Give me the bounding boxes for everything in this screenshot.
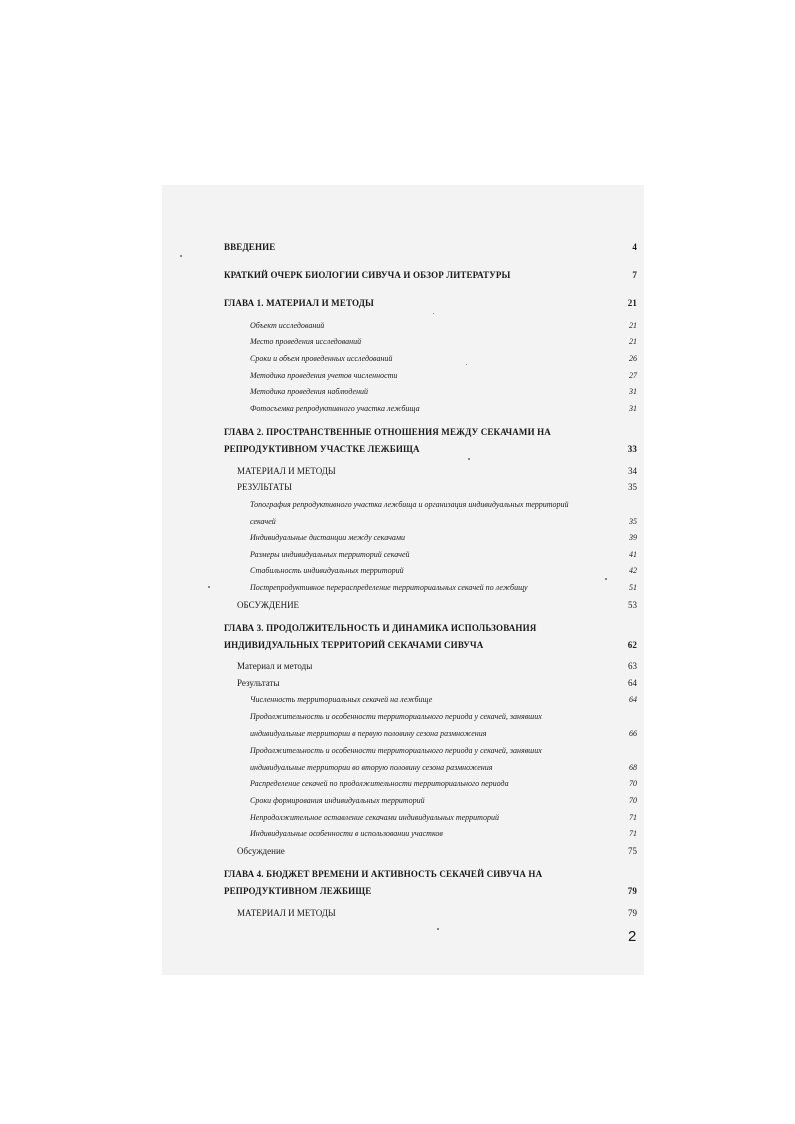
- toc-entry-page: 21: [629, 337, 637, 346]
- toc-entry: [0, 334, 795, 350]
- toc-entry: [0, 637, 795, 653]
- toc-entry: [0, 479, 795, 495]
- toc-entry: [0, 318, 795, 334]
- toc-entry-title: МАТЕРИАЛ И МЕТОДЫ: [237, 908, 336, 918]
- toc-entry-title: ОБСУЖДЕНИЕ: [237, 600, 300, 610]
- toc-entry: [0, 368, 795, 384]
- toc-entry-page: 62: [627, 640, 637, 650]
- toc-entry-title: Место проведения исследований: [250, 337, 362, 346]
- toc-entry-title: Результаты: [237, 678, 280, 688]
- toc-entry-page: 35: [629, 517, 637, 526]
- toc-entry-page: 51: [629, 583, 637, 592]
- toc-entry: [0, 530, 795, 546]
- toc-entry-title: РЕЗУЛЬТАТЫ: [237, 482, 292, 492]
- toc-entry-page: 39: [629, 533, 637, 542]
- toc-entry: [0, 692, 795, 708]
- toc-entry-title: КРАТКИЙ ОЧЕРК БИОЛОГИИ СИВУЧА И ОБЗОР ЛИТЕРАТУРЫ: [224, 270, 511, 280]
- toc-entry: [0, 620, 795, 636]
- toc-entry-title: Продолжительность и особенности территориального периода у секачей, занявших: [250, 712, 542, 721]
- toc-entry: [0, 793, 795, 809]
- toc-entry-page: 42: [629, 566, 637, 575]
- toc-entry-page: 71: [629, 813, 637, 822]
- toc-entry-page: 21: [627, 298, 637, 308]
- toc-entry-page: 79: [628, 908, 637, 918]
- toc-entry-title: ГЛАВА 1. МАТЕРИАЛ И МЕТОДЫ: [224, 298, 375, 308]
- toc-entry-page: 68: [629, 763, 637, 772]
- scan-speck: [208, 586, 210, 588]
- toc-entry: [0, 547, 795, 563]
- toc-entry-title: Методика проведения наблюдений: [250, 387, 369, 396]
- toc-entry-page: 70: [629, 796, 637, 805]
- toc-entry-page: 33: [627, 444, 637, 454]
- toc-entry: [0, 463, 795, 479]
- toc-entry-title: МАТЕРИАЛ И МЕТОДЫ: [237, 466, 336, 476]
- toc-entry-page: 27: [629, 371, 637, 380]
- toc-entry-page: 66: [629, 729, 637, 738]
- toc-entry-title: Распределение секачей по продолжительности территориального периода: [250, 779, 509, 788]
- toc-entry-title: РЕПРОДУКТИВНОМ ЛЕЖБИЩЕ: [224, 886, 372, 896]
- scan-speck: [468, 458, 470, 460]
- toc-entry: [0, 658, 795, 674]
- toc-entry-title: ГЛАВА 4. БЮДЖЕТ ВРЕМЕНИ И АКТИВНОСТЬ СЕКАЧЕЙ СИВУЧА НА: [224, 869, 543, 879]
- toc-entry-title: Индивидуальные дистанции между секачами: [250, 533, 406, 542]
- toc-entry-page: 64: [628, 678, 637, 688]
- scan-speck: [437, 928, 439, 930]
- toc-entry: [0, 743, 795, 759]
- toc-entry-title: Обсуждение: [237, 846, 285, 856]
- toc-entry-page: 4: [632, 242, 637, 252]
- toc-entry: [0, 675, 795, 691]
- toc-entry: [0, 826, 795, 842]
- toc-entry: [0, 726, 795, 742]
- toc-entry-page: 41: [629, 550, 637, 559]
- toc-entry-title: Объект исследований: [250, 321, 325, 330]
- toc-entry-title: ГЛАВА 3. ПРОДОЛЖИТЕЛЬНОСТЬ И ДИНАМИКА ИСПОЛЬЗОВАНИЯ: [224, 623, 537, 633]
- toc-entry-page: 63: [628, 661, 637, 671]
- toc-entry-title: ВВЕДЕНИЕ: [224, 242, 276, 252]
- toc-entry-page: 34: [628, 466, 637, 476]
- toc-entry-title: ИНДИВИДУАЛЬНЫХ ТЕРРИТОРИЙ СЕКАЧАМИ СИВУЧА: [224, 640, 484, 650]
- toc-entry-title: секачей: [250, 517, 276, 526]
- toc-entry-title: Численность территориальных секачей на лежбище: [250, 695, 433, 704]
- scan-speck: [180, 255, 182, 257]
- toc-entry-title: Фотосъемка репродуктивного участка лежбища: [250, 404, 420, 413]
- toc-entry: [0, 384, 795, 400]
- page-number: 2: [628, 928, 637, 945]
- toc-entry-page: 71: [629, 829, 637, 838]
- toc-entry-page: 26: [629, 354, 637, 363]
- toc-entry-title: Стабильность индивидуальных территорий: [250, 566, 404, 575]
- toc-entry: [0, 514, 795, 530]
- toc-entry-title: Непродолжительное оставление секачами индивидуальных территорий: [250, 813, 499, 822]
- toc-entry-title: Топография репродуктивного участка лежбища и организация индивидуальных территорий: [250, 500, 569, 509]
- toc-entry: [0, 441, 795, 457]
- toc-entry: [0, 866, 795, 882]
- toc-entry: [0, 905, 795, 921]
- toc-entry-page: 64: [629, 695, 637, 704]
- toc-entry: [0, 497, 795, 513]
- scan-speck: [433, 313, 434, 314]
- toc-entry: [0, 843, 795, 859]
- toc-entry-title: Методика проведения учетов численности: [250, 371, 398, 380]
- toc-entry-page: 21: [629, 321, 637, 330]
- toc-entry-title: Материал и методы: [237, 661, 313, 671]
- toc-entry-page: 53: [628, 600, 637, 610]
- toc-entry-title: РЕПРОДУКТИВНОМ УЧАСТКЕ ЛЕЖБИЩА: [224, 444, 420, 454]
- scan-speck: [466, 364, 467, 365]
- toc-entry-page: 35: [628, 482, 637, 492]
- toc-entry: [0, 597, 795, 613]
- toc-entry-page: 31: [629, 387, 637, 396]
- toc-entry: [0, 580, 795, 596]
- toc-entry-title: Сроки и объем проведенных исследований: [250, 354, 393, 363]
- toc-entry-title: Размеры индивидуальных территорий секачей: [250, 550, 410, 559]
- toc-entry-title: Пострепродуктивное перераспределение территориальных секачей по лежбищу: [250, 583, 528, 592]
- toc-entry-page: 79: [627, 886, 637, 896]
- toc-entry-title: Сроки формирования индивидуальных территорий: [250, 796, 425, 805]
- toc-entry-title: индивидуальные территории во вторую половину сезона размножения: [250, 763, 493, 772]
- toc-entry: [0, 760, 795, 776]
- toc-entry: [0, 810, 795, 826]
- toc-entry: [0, 424, 795, 440]
- scan-speck: [605, 578, 607, 580]
- toc-entry-title: Продолжительность и особенности территориального периода у секачей, занявших: [250, 746, 542, 755]
- toc-entry: [0, 709, 795, 725]
- toc-entry-title: ГЛАВА 2. ПРОСТРАНСТВЕННЫЕ ОТНОШЕНИЯ МЕЖДУ СЕКАЧАМИ НА: [224, 427, 551, 437]
- toc-entry: [0, 351, 795, 367]
- toc-entry: [0, 776, 795, 792]
- toc-entry: [0, 267, 795, 283]
- toc-entry-page: 70: [629, 779, 637, 788]
- toc-entry-page: 7: [632, 270, 637, 280]
- toc-entry-page: 31: [629, 404, 637, 413]
- toc-entry: [0, 883, 795, 899]
- toc-entry-page: 75: [628, 846, 637, 856]
- toc-entry: [0, 401, 795, 417]
- toc-entry: [0, 563, 795, 579]
- toc-entry: [0, 239, 795, 255]
- toc-entry-title: индивидуальные территории в первую половину сезона размножения: [250, 729, 487, 738]
- toc-entry: [0, 295, 795, 311]
- toc-entry-title: Индивидуальные особенности в использовании участков: [250, 829, 443, 838]
